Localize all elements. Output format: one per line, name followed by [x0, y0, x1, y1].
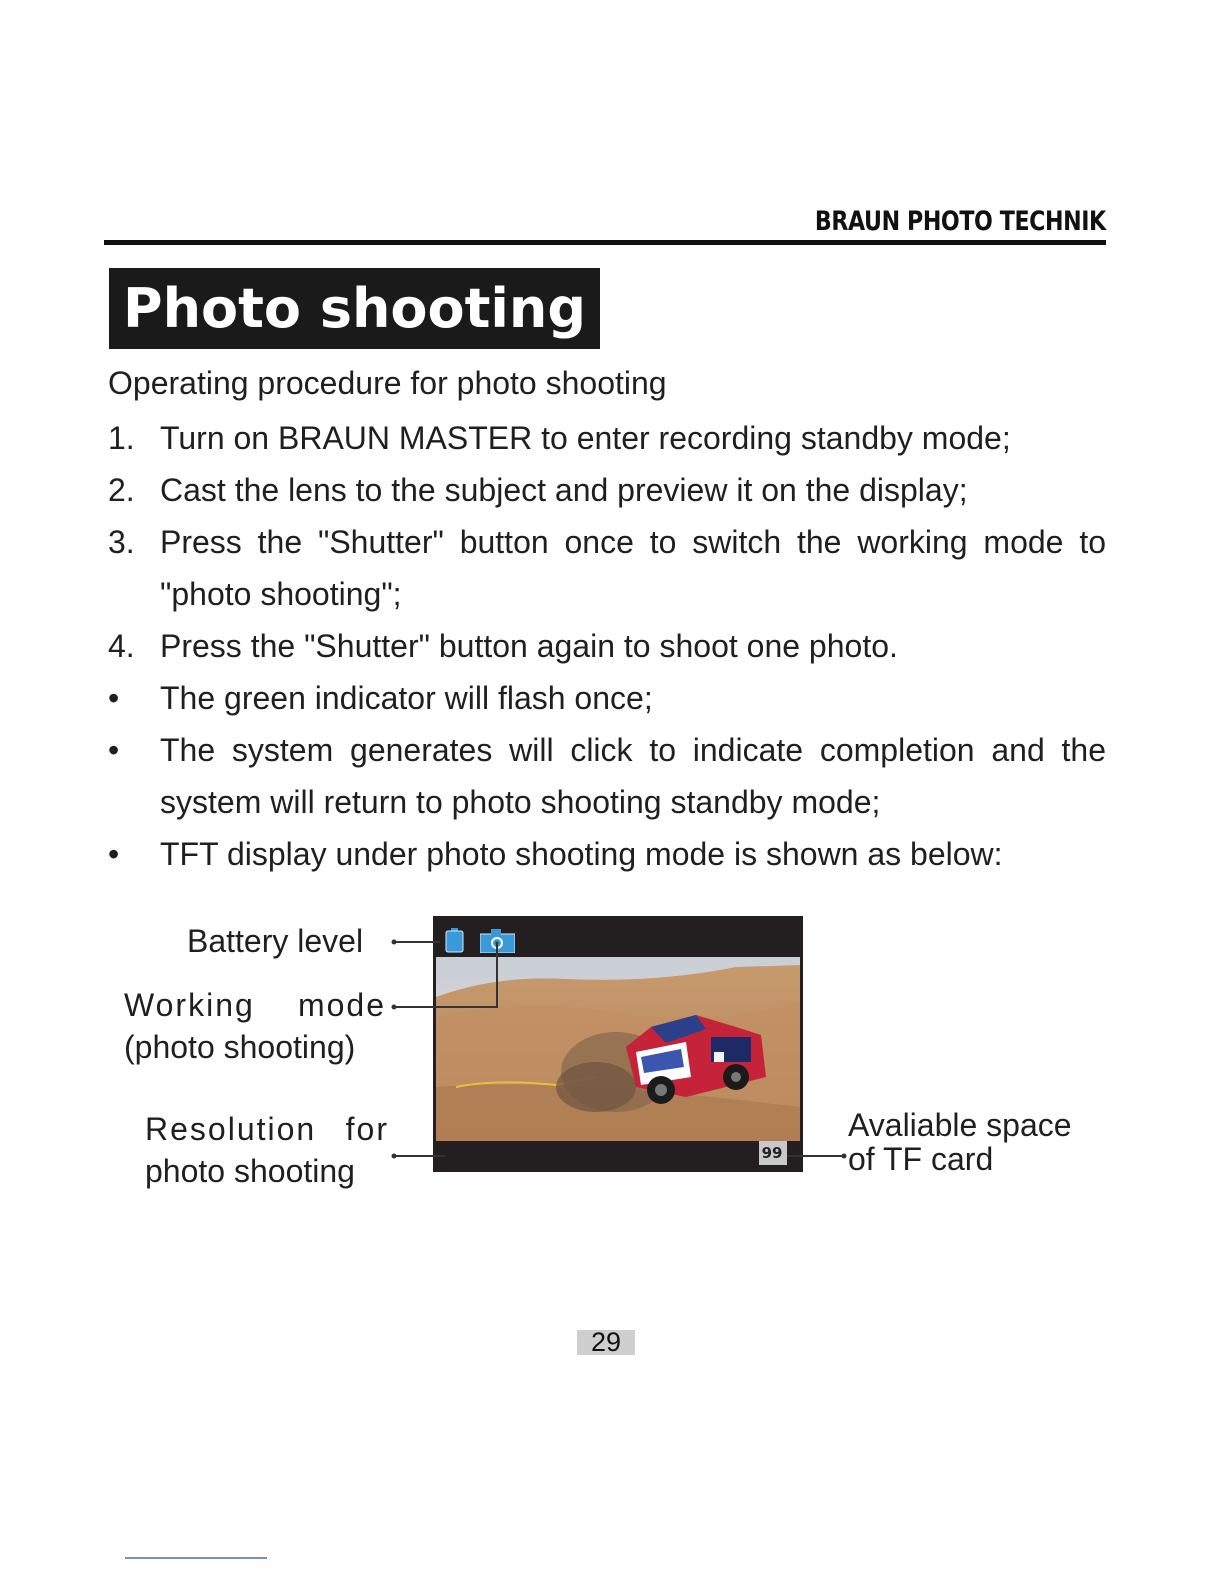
brand-header: BRAUN PHOTO TECHNIK	[815, 206, 1106, 237]
preview-photo	[436, 957, 800, 1141]
list-marker: 4.	[108, 628, 135, 664]
resolution-detail: photo shooting	[145, 1153, 355, 1189]
list-item	[108, 464, 1106, 516]
list-item	[108, 724, 1106, 828]
list-item	[108, 516, 1106, 620]
page-number: 29	[577, 1330, 635, 1355]
available-space-line-1: Avaliable space	[848, 1107, 1072, 1143]
available-space-line-2: of TF card	[848, 1141, 994, 1177]
resolution-word: for	[345, 1111, 389, 1147]
list-text: TFT display under photo shooting mode is shown as below:	[160, 836, 1003, 872]
section-title-box	[109, 268, 600, 349]
list-text: Cast the lens to the subject and preview it on the display;	[160, 472, 968, 508]
resolution-word: Resolution	[145, 1111, 317, 1147]
procedure-list	[108, 412, 1106, 880]
resolution-label	[145, 1108, 389, 1192]
list-item	[108, 620, 1106, 672]
list-text: Turn on BRAUN MASTER to enter recording standby mode;	[160, 420, 1011, 456]
list-item	[108, 412, 1106, 464]
bullet-marker: •	[108, 680, 120, 716]
tf-card-icon	[759, 1141, 787, 1165]
working-mode-label	[124, 984, 386, 1068]
list-marker: 2.	[108, 472, 135, 508]
bullet-marker: •	[108, 732, 120, 768]
list-text: The green indicator will flash once;	[160, 680, 653, 716]
list-item	[108, 672, 1106, 724]
intro-text: Operating procedure for photo shooting	[108, 365, 667, 401]
available-space-label	[848, 1108, 1072, 1176]
list-marker: 3.	[108, 524, 135, 560]
available-space-count: 99	[761, 1144, 783, 1162]
list-marker: 1.	[108, 420, 135, 456]
camera-icon	[480, 929, 515, 953]
working-mode-detail: (photo shooting)	[124, 1029, 356, 1065]
list-item	[108, 828, 1106, 880]
list-text: Press the "Shutter" button once to switch the working mode to "photo shooting";	[160, 524, 1106, 612]
bullet-marker: •	[108, 836, 120, 872]
list-text: Press the "Shutter" button again to shoot one photo.	[160, 628, 898, 664]
working-mode-word: mode	[297, 987, 386, 1023]
battery-icon	[445, 928, 464, 953]
tft-display-screen	[433, 916, 803, 1172]
section-title: Photo shooting	[123, 276, 587, 340]
desert-rally-photo	[436, 957, 800, 1141]
header-rule	[104, 240, 1106, 245]
list-text: The system generates will click to indicate completion and the system will return to photo shooting standby mode;	[160, 732, 1106, 820]
battery-level-label: Battery level	[187, 923, 364, 959]
working-mode-word: Working	[124, 987, 255, 1023]
footer-rule	[125, 1557, 267, 1559]
